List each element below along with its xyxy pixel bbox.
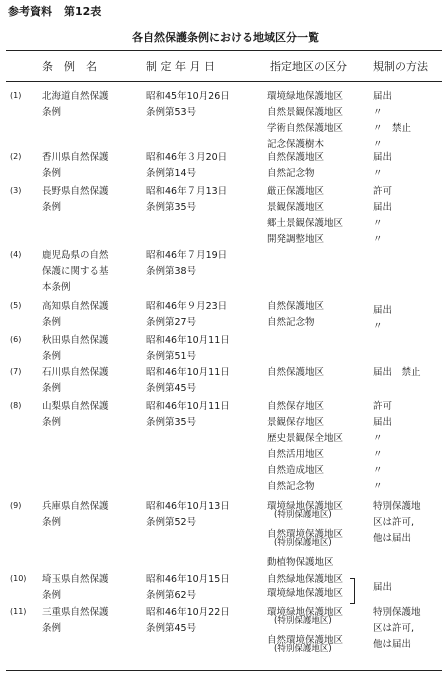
regulation-method: 特別保護地 — [373, 501, 421, 512]
regulation-method: 〃 — [373, 218, 383, 229]
regulation-method: 〃 — [373, 465, 383, 476]
regulation-method: 〃 — [373, 449, 383, 460]
regulation-method: 届出 禁止 — [373, 367, 421, 378]
ordinance-name-line: 石川県自然保護 — [42, 367, 109, 378]
enactment-date-line: 条例第52号 — [146, 517, 197, 528]
enactment-date-line: 条例第38号 — [146, 266, 197, 277]
header-designated-zones: 指定地区の区分 — [270, 60, 347, 73]
zone-bracket — [350, 578, 355, 604]
regulation-method: 〃 — [373, 107, 383, 118]
designated-zone: (特別保護地区) — [274, 644, 332, 654]
enactment-date-line: 昭和46年７月19日 — [146, 250, 228, 261]
ordinance-name-line: 条例 — [42, 517, 62, 528]
designated-zone: 環境緑地保護地区 — [267, 501, 344, 512]
ordinance-name-line: 保護に関する基 — [42, 266, 109, 277]
ordinance-name-line: 条例 — [42, 351, 62, 362]
regulation-method: 届出 — [373, 152, 393, 163]
row-number: (10) — [10, 574, 27, 583]
row-number: (9) — [10, 501, 22, 510]
enactment-date-line: 昭和45年10月26日 — [146, 91, 230, 102]
enactment-date-line: 昭和46年10月11日 — [146, 367, 230, 378]
designated-zone: 自然造成地区 — [267, 465, 325, 476]
designated-zone: 自然景観保護地区 — [267, 107, 344, 118]
regulation-method: 届出 — [373, 417, 393, 428]
regulation-method: 許可 — [373, 186, 393, 197]
regulation-method: 〃 — [373, 234, 383, 245]
regulation-method: 〃 禁止 — [373, 123, 412, 134]
designated-zone: 自然保護地区 — [267, 152, 325, 163]
regulation-method: 届出 — [373, 202, 393, 213]
table-top-rule — [6, 50, 442, 51]
ordinance-name-line: 香川県自然保護 — [42, 152, 109, 163]
designated-zone: (特別保護地区) — [274, 538, 332, 548]
table-bottom-rule — [6, 670, 442, 671]
regulation-method: 届出 — [373, 305, 393, 316]
regulation-method: 特別保護地 — [373, 607, 421, 618]
enactment-date-line: 条例第45号 — [146, 383, 197, 394]
regulation-method: 〃 — [373, 139, 383, 150]
designated-zone: 自然保護地区 — [267, 301, 325, 312]
designated-zone: 景観保存地区 — [267, 417, 325, 428]
designated-zone: 景観保護地区 — [267, 202, 325, 213]
designated-zone: 動植物保護地区 — [267, 557, 334, 568]
ordinance-name-line: 本条例 — [42, 282, 71, 293]
row-number: (3) — [10, 186, 22, 195]
enactment-date-line: 条例第14号 — [146, 168, 197, 179]
enactment-date-line: 条例第45号 — [146, 623, 197, 634]
ordinance-name-line: 埼玉県自然保護 — [42, 574, 109, 585]
enactment-date-line: 昭和46年10月15日 — [146, 574, 230, 585]
header-enactment-date: 制 定 年 月 日 — [146, 60, 215, 73]
row-number: (7) — [10, 367, 22, 376]
regulation-method: 他は届出 — [373, 639, 412, 650]
designated-zone: 自然緑地保護地区 — [267, 574, 344, 585]
enactment-date-line: 条例第27号 — [146, 317, 197, 328]
ordinance-name-line: 条例 — [42, 202, 62, 213]
ordinance-name-line: 条例 — [42, 168, 62, 179]
ordinance-name-line: 高知県自然保護 — [42, 301, 109, 312]
enactment-date-line: 昭和46年10月22日 — [146, 607, 230, 618]
enactment-date-line: 条例第35号 — [146, 202, 197, 213]
designated-zone: 歴史景観保全地区 — [267, 433, 344, 444]
row-number: (8) — [10, 401, 22, 410]
ordinance-name-line: 条例 — [42, 623, 62, 634]
header-regulation-method: 規制の方法 — [373, 60, 428, 73]
reference-label: 参考資料 — [8, 5, 52, 18]
ordinance-name-line: 三重県自然保護 — [42, 607, 109, 618]
ordinance-name-line: 条例 — [42, 383, 62, 394]
ordinance-name-line: 条例 — [42, 590, 62, 601]
designated-zone: 環境緑地保護地区 — [267, 607, 344, 618]
enactment-date-line: 昭和46年10月11日 — [146, 401, 230, 412]
designated-zone: 開発調整地区 — [267, 234, 325, 245]
header-ordinance-name: 条 例 名 — [42, 60, 97, 73]
regulation-method: 許可 — [373, 401, 393, 412]
designated-zone: 自然保存地区 — [267, 401, 325, 412]
ordinance-name-line: 北海道自然保護 — [42, 91, 109, 102]
enactment-date-line: 条例第35号 — [146, 417, 197, 428]
regulation-method: 区は許可, — [373, 623, 415, 634]
enactment-date-line: 昭和46年３月20日 — [146, 152, 228, 163]
designated-zone: 自然活用地区 — [267, 449, 325, 460]
regulation-method: 〃 — [373, 321, 383, 332]
designated-zone: 自然記念物 — [267, 317, 315, 328]
ordinance-name-line: 条例 — [42, 317, 62, 328]
enactment-date-line: 条例第51号 — [146, 351, 197, 362]
enactment-date-line: 条例第62号 — [146, 590, 197, 601]
designated-zone: 自然環境保護地区 — [267, 635, 344, 646]
regulation-method: 区は許可, — [373, 517, 415, 528]
designated-zone: 郷土景観保護地区 — [267, 218, 344, 229]
row-number: (4) — [10, 250, 22, 259]
ordinance-name-line: 条例 — [42, 107, 62, 118]
row-number: (5) — [10, 301, 22, 310]
regulation-method: 届出 — [373, 582, 393, 593]
table-number: 第12表 — [64, 5, 102, 18]
ordinance-name-line: 鹿児島県の自然 — [42, 250, 109, 261]
ordinance-name-line: 条例 — [42, 417, 62, 428]
designated-zone: 学術自然保護地区 — [267, 123, 344, 134]
enactment-date-line: 昭和46年10月13日 — [146, 501, 230, 512]
designated-zone: (特別保護地区) — [274, 616, 332, 626]
regulation-method: 〃 — [373, 481, 383, 492]
enactment-date-line: 昭和46年10月11日 — [146, 335, 230, 346]
designated-zone: 厳正保護地区 — [267, 186, 325, 197]
row-number: (11) — [10, 607, 27, 616]
designated-zone: 記念保護樹木 — [267, 139, 325, 150]
header-bottom-rule — [6, 81, 442, 82]
designated-zone: 環境緑地保護地区 — [267, 588, 344, 599]
regulation-method: 届出 — [373, 91, 393, 102]
ordinance-name-line: 秋田県自然保護 — [42, 335, 109, 346]
designated-zone: 自然環境保護地区 — [267, 529, 344, 540]
designated-zone: 自然保護地区 — [267, 367, 325, 378]
row-number: (1) — [10, 91, 22, 100]
regulation-method: 他は届出 — [373, 533, 412, 544]
designated-zone: 環境緑地保護地区 — [267, 91, 344, 102]
designated-zone: 自然記念物 — [267, 481, 315, 492]
enactment-date-line: 昭和46年９月23日 — [146, 301, 228, 312]
table-title: 各自然保護条例における地域区分一覧 — [132, 31, 319, 44]
regulation-method: 〃 — [373, 168, 383, 179]
ordinance-name-line: 兵庫県自然保護 — [42, 501, 109, 512]
ordinance-name-line: 長野県自然保護 — [42, 186, 109, 197]
row-number: (6) — [10, 335, 22, 344]
regulation-method: 〃 — [373, 433, 383, 444]
row-number: (2) — [10, 152, 22, 161]
designated-zone: 自然記念物 — [267, 168, 315, 179]
enactment-date-line: 条例第53号 — [146, 107, 197, 118]
ordinance-name-line: 山梨県自然保護 — [42, 401, 109, 412]
enactment-date-line: 昭和46年７月13日 — [146, 186, 228, 197]
designated-zone: (特別保護地区) — [274, 510, 332, 520]
